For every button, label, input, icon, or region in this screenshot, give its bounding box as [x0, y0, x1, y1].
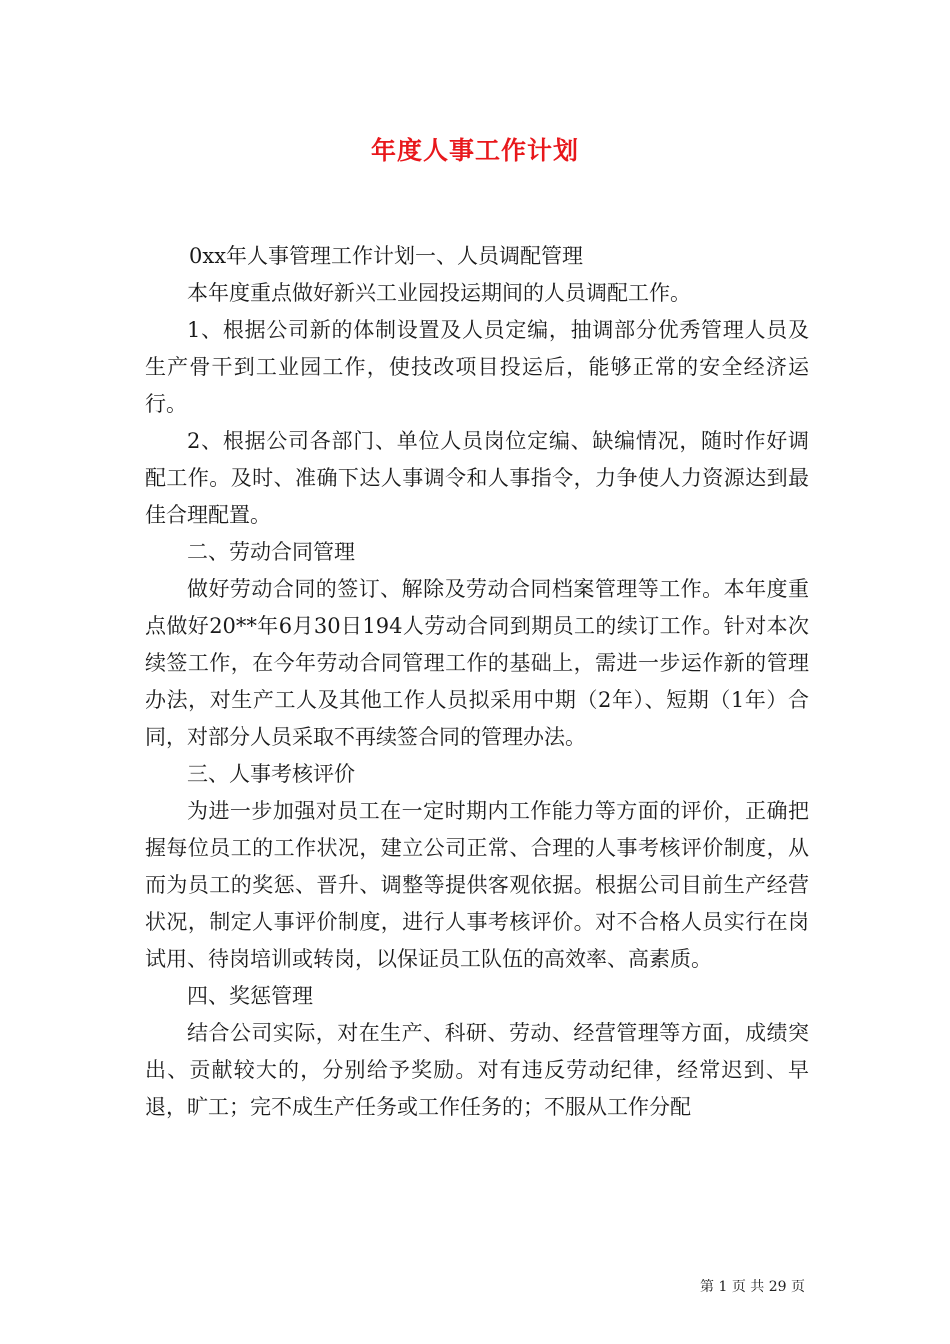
paragraph: 做好劳动合同的签订、解除及劳动合同档案管理等工作。本年度重点做好20**年6月30日194人劳动合同到期员工的续订工作。针对本次续签工作，在今年劳动合同管理工作的基础上，需进一步运作新的管理办法，对生产工人及其他工作人员拟采用中期（2年）、短期（1年）合同，对部分人员采取不再续签合同的管理办法。 — [145, 577, 809, 749]
paragraph: 结合公司实际，对在生产、科研、劳动、经营管理等方面，成绩突出、贡献较大的，分别给予奖励。对有违反劳动纪律，经常迟到、早退，旷工；完不成生产任务或工作任务的；不服从工作分配 — [145, 1021, 809, 1119]
paragraph: 1、根据公司新的体制设置及人员定编，抽调部分优秀管理人员及生产骨干到工业园工作，使技改项目投运后，能够正常的安全经济运行。 — [145, 318, 809, 416]
section-heading: 三、人事考核评价 — [187, 762, 355, 786]
document-title: 年度人事工作计划 — [370, 136, 579, 165]
page-number: 第 1 页 共 29 页 — [700, 1279, 805, 1295]
document-body — [145, 238, 809, 1126]
paragraph: 2、根据公司各部门、单位人员岗位定编、缺编情况，随时作好调配工作。及时、准确下达人事调令和人事指令，力争使人力资源达到最佳合理配置。 — [145, 429, 809, 527]
paragraph-intro-heading: 0xx年人事管理工作计划一、人员调配管理 — [189, 244, 584, 268]
section-heading: 四、奖惩管理 — [187, 984, 313, 1008]
paragraph: 为进一步加强对员工在一定时期内工作能力等方面的评价，正确把握每位员工的工作状况，建立公司正常、合理的人事考核评价制度，从而为员工的奖惩、晋升、调整等提供客观依据。根据公司目前生产经营状况，制定人事评价制度，进行人事考核评价。对不合格人员实行在岗试用、待岗培训或转岗，以保证员工队伍的高效率、高素质。 — [145, 799, 809, 971]
section-heading: 二、劳动合同管理 — [187, 540, 355, 564]
paragraph: 本年度重点做好新兴工业园投运期间的人员调配工作。 — [187, 281, 691, 305]
